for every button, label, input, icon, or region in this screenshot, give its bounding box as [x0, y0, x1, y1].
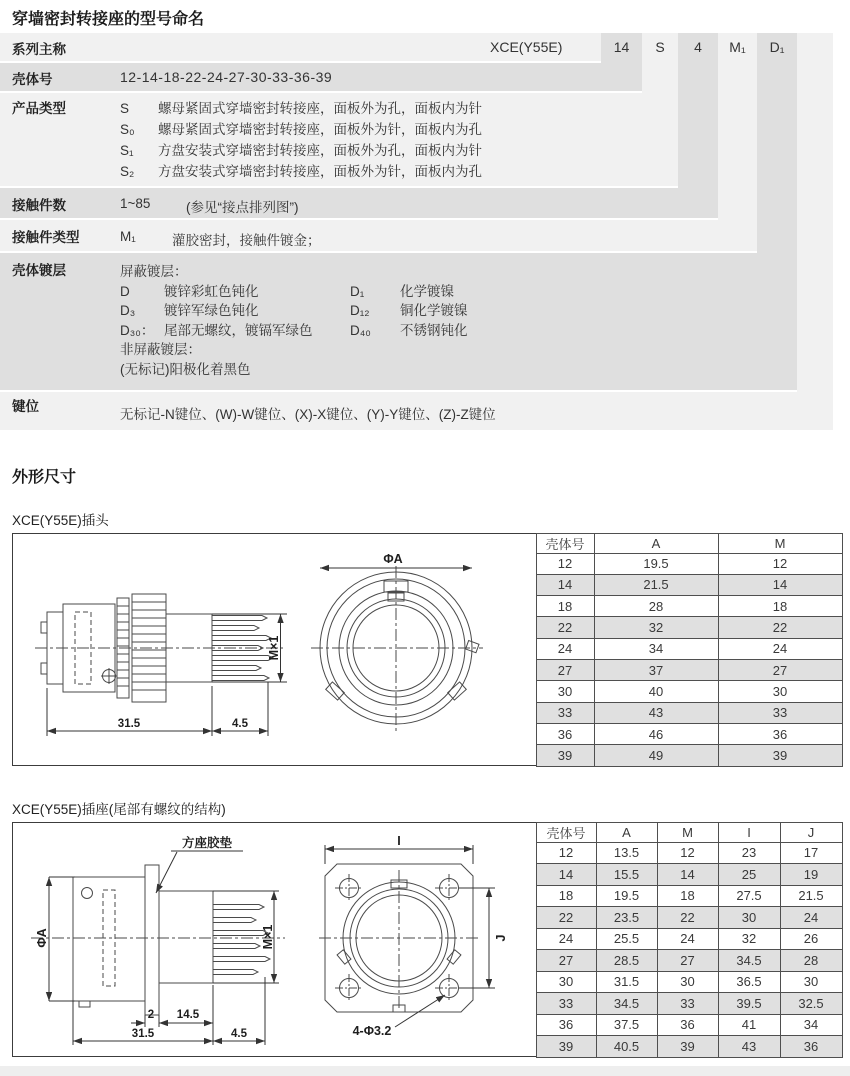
- contact-count-value: 1~85: [120, 196, 151, 211]
- shell-sizes: 12-14-18-22-24-27-30-33-36-39: [120, 69, 333, 85]
- plating-code: D: [120, 283, 130, 299]
- product-desc: 方盘安装式穿墙密封转接座，面板外为孔，面板内为针: [158, 143, 482, 158]
- table-cell: 15.5: [596, 864, 657, 886]
- socket-drawing: [27, 833, 527, 1045]
- table-cell: 18: [536, 596, 594, 617]
- plating-desc: 铜化学镀镍: [400, 303, 468, 318]
- product-code: S₁: [120, 143, 134, 158]
- table-cell: 14: [657, 864, 718, 886]
- table-cell: 40: [594, 681, 718, 702]
- table-cell: 36: [536, 723, 594, 744]
- row-product-type: [0, 93, 678, 186]
- table-row: [536, 842, 842, 864]
- plug-drawing-frame: [12, 533, 842, 766]
- row-contact-count-label: 接触件数: [12, 198, 66, 213]
- table-cell: 18: [718, 596, 842, 617]
- table-cell: 37.5: [596, 1014, 657, 1036]
- plating-row: [120, 321, 468, 341]
- table-cell: 28.5: [596, 950, 657, 972]
- product-code: S₀: [120, 122, 135, 137]
- product-type-item: [120, 119, 482, 140]
- table-cell: 19.5: [596, 885, 657, 907]
- code-column-stripe: [757, 33, 797, 253]
- socket-mounting-holes-label: 4-Φ3.2: [352, 1024, 392, 1038]
- column-header: M: [657, 822, 718, 842]
- dimensions-heading: 外形尺寸: [12, 469, 77, 486]
- column-header: A: [596, 822, 657, 842]
- plug-drawing: [31, 548, 521, 748]
- plug-section-label: XCE(Y55E)插头: [12, 513, 109, 528]
- table-cell: 26: [780, 928, 842, 950]
- table-cell: 22: [657, 907, 718, 929]
- table-cell: 21.5: [594, 574, 718, 595]
- page-bottom-strip: [0, 1066, 850, 1076]
- product-code: S₂: [120, 164, 135, 179]
- table-row: [536, 928, 842, 950]
- plating-desc: 不锈钢钝化: [400, 322, 468, 338]
- column-header: I: [718, 822, 780, 842]
- table-cell: 27.5: [718, 885, 780, 907]
- table-cell: 39.5: [718, 993, 780, 1015]
- row-product-label: 产品类型: [12, 101, 66, 116]
- column-header: M: [718, 533, 842, 553]
- socket-drawing-frame: [12, 822, 842, 1057]
- table-cell: 21.5: [780, 885, 842, 907]
- table-cell: 30: [718, 681, 842, 702]
- table-cell: 28: [594, 596, 718, 617]
- table-cell: 27: [718, 659, 842, 680]
- table-row: [536, 574, 842, 595]
- row-keys: [0, 392, 833, 430]
- table-cell: 46: [594, 723, 718, 744]
- table-row: [536, 702, 842, 723]
- table-cell: 19: [780, 864, 842, 886]
- table-cell: 36.5: [718, 971, 780, 993]
- naming-table: [0, 33, 850, 430]
- contact-type-desc: 灌胶密封，接触件镀金；: [172, 233, 321, 248]
- table-cell: 30: [657, 971, 718, 993]
- table-row: [536, 596, 842, 617]
- table-cell: 37: [594, 659, 718, 680]
- socket-pad-label: 方座胶垫: [181, 836, 233, 850]
- table-cell: 43: [718, 1036, 780, 1058]
- table-cell: 22: [718, 617, 842, 638]
- code-product-type: S: [655, 39, 665, 55]
- code-column-stripe: [797, 33, 833, 430]
- table-cell: 34.5: [596, 993, 657, 1015]
- table-row: [536, 617, 842, 638]
- table-row: [536, 1014, 842, 1036]
- table-row: [536, 745, 842, 766]
- product-code: S: [120, 101, 130, 116]
- socket-section-label: XCE(Y55E)插座(尾部有螺纹的结构): [12, 802, 226, 817]
- table-cell: 31.5: [596, 971, 657, 993]
- table-cell: 24: [718, 638, 842, 659]
- plating-list: [120, 262, 468, 379]
- code-shell-size: 14: [613, 39, 630, 55]
- product-desc: 螺母紧固式穿墙密封转接座，面板外为孔，面板内为针: [158, 101, 482, 116]
- plating-code: D₄₀: [350, 322, 371, 338]
- table-cell: 39: [536, 1036, 596, 1058]
- plating-code: D₁: [350, 283, 365, 299]
- table-cell: 30: [536, 681, 594, 702]
- table-cell: 34: [594, 638, 718, 659]
- socket-dim-flange-thickness: 2: [147, 1009, 155, 1021]
- table-cell: 25: [718, 864, 780, 886]
- series-value: XCE(Y55E): [490, 39, 563, 55]
- row-contact-type-label: 接触件类型: [12, 230, 80, 245]
- table-cell: 39: [718, 745, 842, 766]
- table-cell: 14: [536, 574, 594, 595]
- code-plating: D₁: [769, 39, 785, 55]
- plating-desc: 镀锌军绿色钝化: [164, 303, 259, 318]
- table-row: [536, 950, 842, 972]
- table-cell: 13.5: [596, 842, 657, 864]
- table-row: [536, 659, 842, 680]
- table-row: [536, 723, 842, 744]
- contact-type-code: M₁: [120, 229, 136, 244]
- page-title: 穿墙密封转接座的型号命名: [12, 11, 205, 28]
- table-cell: 33: [718, 702, 842, 723]
- table-cell: 27: [536, 659, 594, 680]
- plating-row: [120, 282, 468, 302]
- table-row: [536, 864, 842, 886]
- socket-dim-thread: M×1: [261, 924, 275, 950]
- table-cell: 30: [780, 971, 842, 993]
- table-cell: 22: [536, 907, 596, 929]
- plug-dim-body-length: 31.5: [117, 718, 141, 730]
- table-row: [536, 553, 842, 574]
- table-cell: 32: [718, 928, 780, 950]
- row-plating-label: 壳体镀层: [12, 263, 66, 278]
- plating-desc: 尾部无螺纹，镀镉军绿色: [164, 322, 313, 338]
- row-series-label: 系列主称: [12, 42, 66, 57]
- table-cell: 33: [657, 993, 718, 1015]
- table-cell: 30: [718, 907, 780, 929]
- table-row: [536, 971, 842, 993]
- table-cell: 23.5: [596, 907, 657, 929]
- socket-dim-j: J: [494, 934, 508, 942]
- row-shell: [0, 63, 642, 91]
- row-contact-count: [0, 188, 718, 218]
- table-cell: 36: [718, 723, 842, 744]
- plug-dim-tail-length: 4.5: [232, 718, 248, 730]
- socket-dim-tail-length: 4.5: [231, 1028, 247, 1040]
- code-column-stripe: [718, 33, 757, 220]
- code-contact-count: 4: [694, 39, 702, 55]
- table-cell: 33: [536, 993, 596, 1015]
- table-cell: 18: [536, 885, 596, 907]
- table-cell: 27: [657, 950, 718, 972]
- plating-desc: 化学镀镍: [400, 283, 454, 299]
- row-keys-label: 键位: [12, 399, 39, 414]
- plating-nonshield-title: 非屏蔽镀层：: [120, 342, 201, 357]
- product-desc: 方盘安装式穿墙密封转接座，面板外为针，面板内为孔: [158, 164, 482, 179]
- column-header: 壳体号: [536, 533, 594, 553]
- table-cell: 12: [718, 553, 842, 574]
- table-cell: 41: [718, 1014, 780, 1036]
- table-cell: 14: [536, 864, 596, 886]
- table-cell: 39: [657, 1036, 718, 1058]
- plug-dim-thread: M×1: [267, 635, 281, 661]
- row-series: [0, 33, 601, 61]
- table-cell: 36: [657, 1014, 718, 1036]
- table-cell: 27: [536, 950, 596, 972]
- plating-shield-title: 屏蔽镀层：: [120, 264, 188, 279]
- table-cell: 32.5: [780, 993, 842, 1015]
- table-cell: 36: [780, 1036, 842, 1058]
- plug-dimension-table: [536, 533, 843, 767]
- table-cell: 39: [536, 745, 594, 766]
- row-shell-label: 壳体号: [12, 72, 53, 87]
- table-cell: 12: [536, 553, 594, 574]
- plating-row: [120, 301, 468, 321]
- table-row: [536, 993, 842, 1015]
- table-cell: 34.5: [718, 950, 780, 972]
- contact-count-note: (参见“接点排列图”): [186, 200, 299, 215]
- plating-code: D₃: [120, 303, 136, 318]
- product-type-item: [120, 98, 482, 119]
- table-cell: 43: [594, 702, 718, 723]
- column-header: J: [780, 822, 842, 842]
- socket-dimension-table: [536, 822, 843, 1058]
- row-contact-type: [0, 220, 757, 251]
- table-cell: 14: [718, 574, 842, 595]
- plating-code: D₃₀：: [120, 322, 155, 338]
- table-cell: 49: [594, 745, 718, 766]
- table-cell: 17: [780, 842, 842, 864]
- table-cell: 24: [657, 928, 718, 950]
- product-type-list: [120, 98, 482, 182]
- plug-dim-phi-a: ΦA: [383, 552, 403, 566]
- table-cell: 24: [780, 907, 842, 929]
- table-cell: 24: [536, 928, 596, 950]
- table-row: [536, 885, 842, 907]
- column-header: A: [594, 533, 718, 553]
- keys-value: 无标记-N键位、(W)-W键位、(X)-X键位、(Y)-Y键位、(Z)-Z键位: [120, 407, 496, 422]
- table-cell: 22: [536, 617, 594, 638]
- table-cell: 34: [780, 1014, 842, 1036]
- table-cell: 23: [718, 842, 780, 864]
- table-cell: 19.5: [594, 553, 718, 574]
- table-cell: 36: [536, 1014, 596, 1036]
- table-cell: 40.5: [596, 1036, 657, 1058]
- plating-code: D₁₂: [350, 303, 370, 318]
- table-cell: 30: [536, 971, 596, 993]
- socket-dim-i: I: [397, 834, 401, 848]
- table-row: [536, 681, 842, 702]
- row-plating: [0, 253, 797, 390]
- table-row: [536, 1036, 842, 1058]
- plating-nonshield-desc: (无标记)阳极化着黑色: [120, 361, 251, 377]
- code-contact-type: M₁: [729, 39, 746, 55]
- table-cell: 32: [594, 617, 718, 638]
- socket-dim-body-length: 31.5: [131, 1028, 155, 1040]
- product-type-item: [120, 161, 482, 182]
- table-row: [536, 907, 842, 929]
- socket-dim-phi-a: ΦA: [35, 928, 49, 948]
- table-cell: 18: [657, 885, 718, 907]
- product-desc: 螺母紧固式穿墙密封转接座，面板外为针，面板内为孔: [158, 122, 482, 137]
- table-cell: 33: [536, 702, 594, 723]
- plating-desc: 镀锌彩虹色钝化: [164, 283, 259, 299]
- table-cell: 25.5: [596, 928, 657, 950]
- product-type-item: [120, 140, 482, 161]
- table-cell: 24: [536, 638, 594, 659]
- socket-dim-tail-thread-length: 14.5: [176, 1009, 200, 1021]
- table-cell: 12: [536, 842, 596, 864]
- table-cell: 12: [657, 842, 718, 864]
- table-cell: 28: [780, 950, 842, 972]
- column-header: 壳体号: [536, 822, 596, 842]
- table-row: [536, 638, 842, 659]
